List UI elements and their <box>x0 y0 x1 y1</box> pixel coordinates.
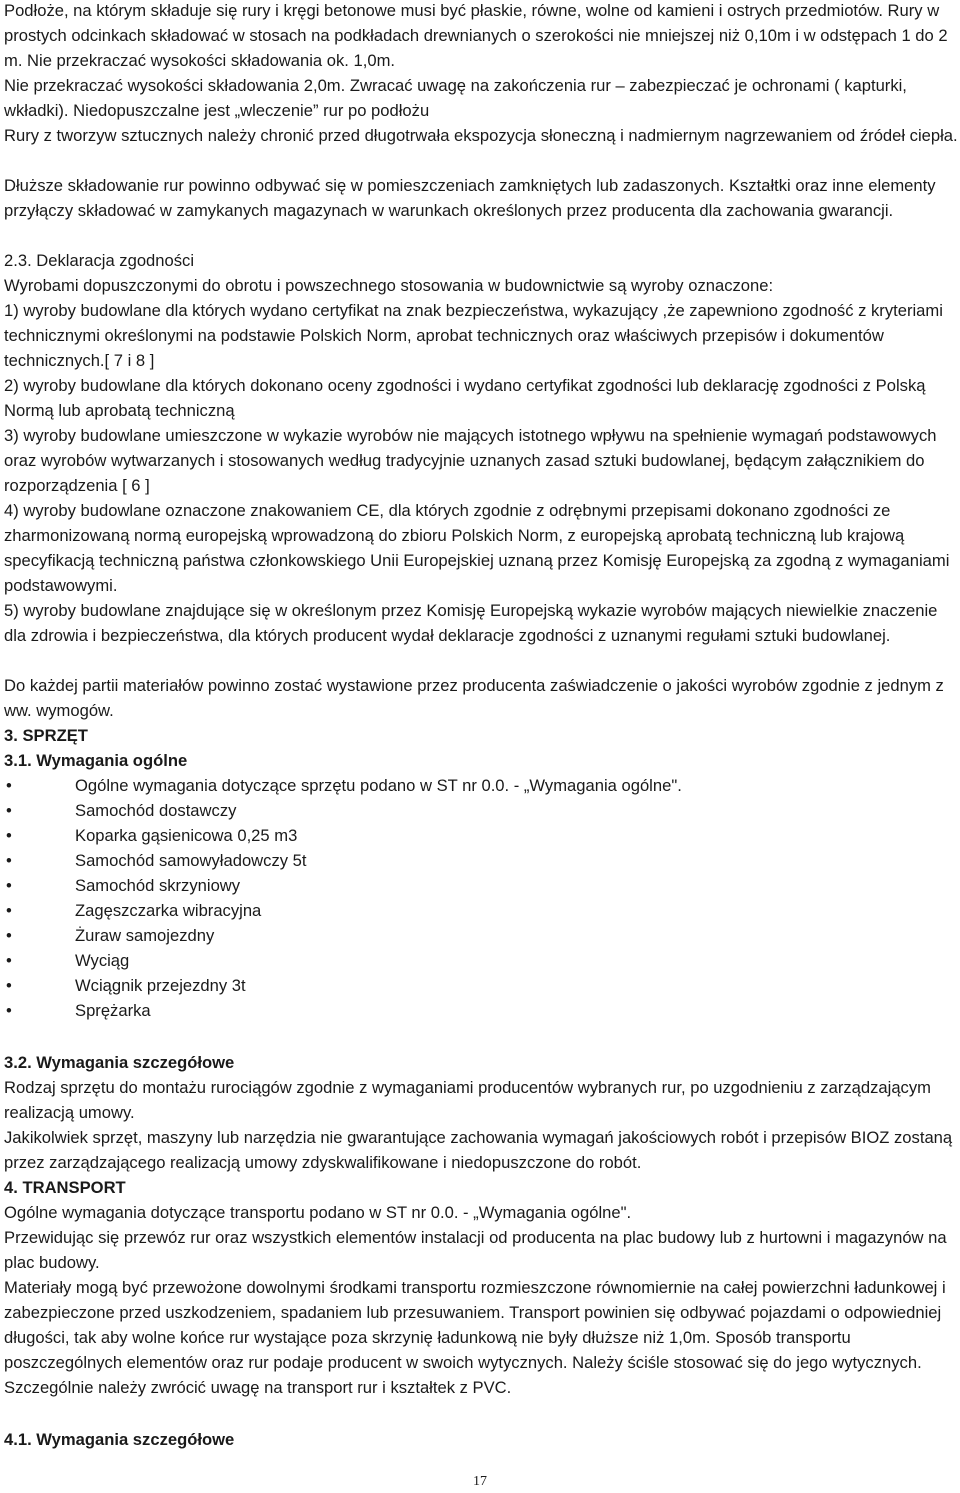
list-item-text: Samochód skrzyniowy <box>75 876 241 895</box>
paragraph-approved-products: Wyrobami dopuszczonymi do obrotu i powszechnego stosowania w budownictwie są wyroby oznaczone: <box>4 276 774 295</box>
list-item-text: Sprężarka <box>75 1001 151 1020</box>
bullet-icon: • <box>6 901 12 920</box>
bullet-icon: • <box>6 926 12 945</box>
paragraph-plastic-pipes: Rury z tworzyw sztucznych należy chronić przed długotrwała ekspozycja słoneczną i nadmiernym nagrzewaniem od źródeł ciepła. <box>4 126 958 145</box>
bullet-icon: • <box>6 1001 12 1020</box>
list-item-text: Ogólne wymagania dotyczące sprzętu podano w ST nr 0.0. - „Wymagania ogólne". <box>75 776 682 795</box>
bullet-icon: • <box>6 776 12 795</box>
heading-4-1: 4.1. Wymagania szczegółowe <box>4 1430 235 1449</box>
paragraph-storage-base: Podłoże, na którym składuje się rury i kręgi betonowe musi być płaskie, równe, wolne od kamieni i ostrych przedmiotów. Rury w prostych odcinkach składować w stosach na podkładach drewnianych o szerokości nie mniejszej niż 0,10m i w odstępach 1 do 2 m. Nie przekraczać wysokości składowania ok. 1,0m. <box>4 1 948 71</box>
list-item-1: 1) wyroby budowlane dla których wydano certyfikat na znak bezpieczeństwa, wykazujący ,że zapewniono zgodność z kryteriami technicznymi określonymi na podstawie Polskich Norm, aprobat technicznych oraz właściwych przepisów i dokumentów technicznych.[ 7 i 8 ] <box>4 301 943 371</box>
heading-2-3: 2.3. Deklaracja zgodności <box>4 251 195 270</box>
bullet-icon: • <box>6 826 12 845</box>
bullet-icon: • <box>6 801 12 820</box>
list-item-text: Samochód dostawczy <box>75 801 237 820</box>
list-item-text: Wyciąg <box>75 951 130 970</box>
heading-3-1: 3.1. Wymagania ogólne <box>4 751 188 770</box>
list-item-2: 2) wyroby budowlane dla których dokonano oceny zgodności i wydano certyfikat zgodności lub deklarację zgodności z Polską Normą lub aprobatą techniczną <box>4 376 926 421</box>
paragraph-equipment-disqualify: Jakikolwiek sprzęt, maszyny lub narzędzia nie gwarantujące zachowania wymagań jakościowych robót i przepisów BIOZ zostaną przez zarządzającego realizacją umowy zdyskwalifikowane i niedopuszczone do robót. <box>4 1128 953 1173</box>
list-item-text: Żuraw samojezdny <box>75 926 215 945</box>
paragraph-storage-height: Nie przekraczać wysokości składowania 2,0m. Zwracać uwagę na zakończenia rur – zabezpieczać je ochronami ( kapturki, wkładki). Niedopuszczalne jest „wleczenie” rur po podłożu <box>4 76 907 121</box>
list-item-4: 4) wyroby budowlane oznaczone znakowaniem CE, dla których zgodnie z odrębnymi przepisami dokonano zgodności ze zharmonizowaną normą europejską wprowadzoną do zbioru Polskich Norm, z europejską aprobatą techniczną lub krajową specyfikacją techniczną państwa członkowskiego Unii Europejskiej uznaną przez Komisję Europejską za zgodną z wymaganiami podstawowymi. <box>4 501 950 596</box>
list-item-text: Koparka gąsienicowa 0,25 m3 <box>75 826 298 845</box>
list-item-5: 5) wyroby budowlane znajdujące się w określonym przez Komisję Europejską wykazie wyrobów mających niewielkie znaczenie dla zdrowia i bezpieczeństwa, dla których producent wydał deklaracje zgodności z uznanymi regułami sztuki budowlanej. <box>4 601 938 646</box>
list-item-3: 3) wyroby budowlane umieszczone w wykazie wyrobów nie mających istotnego wpływu na spełnienie wymagań podstawowych oraz wyrobów wytwarzanych i stosowanych według tradycyjnie uznanych zasad sztuki budowlanej, będącym załącznikiem do rozporządzenia [ 6 ] <box>4 426 937 496</box>
bullet-icon: • <box>6 976 12 995</box>
heading-4-transport: 4. TRANSPORT <box>4 1178 126 1197</box>
heading-3-2: 3.2. Wymagania szczegółowe <box>4 1053 235 1072</box>
heading-3-equipment: 3. SPRZĘT <box>4 726 88 745</box>
page-number: 17 <box>473 1474 487 1489</box>
paragraph-long-storage: Dłuższe składowanie rur powinno odbywać się w pomieszczeniach zamkniętych lub zadaszonych. Kształtki oraz inne elementy przyłączy składować w zamykanych magazynach w warunkach określonych przez producenta dla zachowania gwarancji. <box>4 176 936 221</box>
bullet-icon: • <box>6 951 12 970</box>
list-item-text: Wciągnik przejezdny 3t <box>75 976 246 995</box>
bullet-icon: • <box>6 851 12 870</box>
list-item-text: Zagęszczarka wibracyjna <box>75 901 262 920</box>
paragraph-transport-means: Materiały mogą być przewożone dowolnymi środkami transportu rozmieszczone równomiernie na całej powierzchni ładunkowej i zabezpieczone przed uszkodzeniem, spadaniem lub przesuwaniem. Transport powinien się odbywać pojazdami o odpowiedniej długości, tak aby wolne końce rur wystające poza skrzynię ładunkową nie były dłuższe niż 1,0m. Sposób transportu poszczególnych elementów oraz rur podaje producent w swoich wytycznych. Należy ściśle stosować się do jego wytycznych. Szczególnie należy zwrócić uwagę na transport rur i kształtek z PVC. <box>4 1278 946 1398</box>
paragraph-transport-route: Przewidując się przewóz rur oraz wszystkich elementów instalacji od producenta na plac budowy lub z hurtowni i magazynów na plac budowy. <box>4 1228 947 1273</box>
bullet-icon: • <box>6 876 12 895</box>
paragraph-equipment-type: Rodzaj sprzętu do montażu rurociągów zgodnie z wymaganiami producentów wybranych rur, po uzgodnieniu z zarządzającym realizacją umowy. <box>4 1078 931 1123</box>
list-item-text: Samochód samowyładowczy 5t <box>75 851 307 870</box>
paragraph-transport-general: Ogólne wymagania dotyczące transportu podano w ST nr 0.0. - „Wymagania ogólne". <box>4 1203 632 1222</box>
paragraph-quality-certificate: Do każdej partii materiałów powinno zostać wystawione przez producenta zaświadczenie o jakości wyrobów zgodnie z jednym z ww. wymogów. <box>4 676 944 721</box>
